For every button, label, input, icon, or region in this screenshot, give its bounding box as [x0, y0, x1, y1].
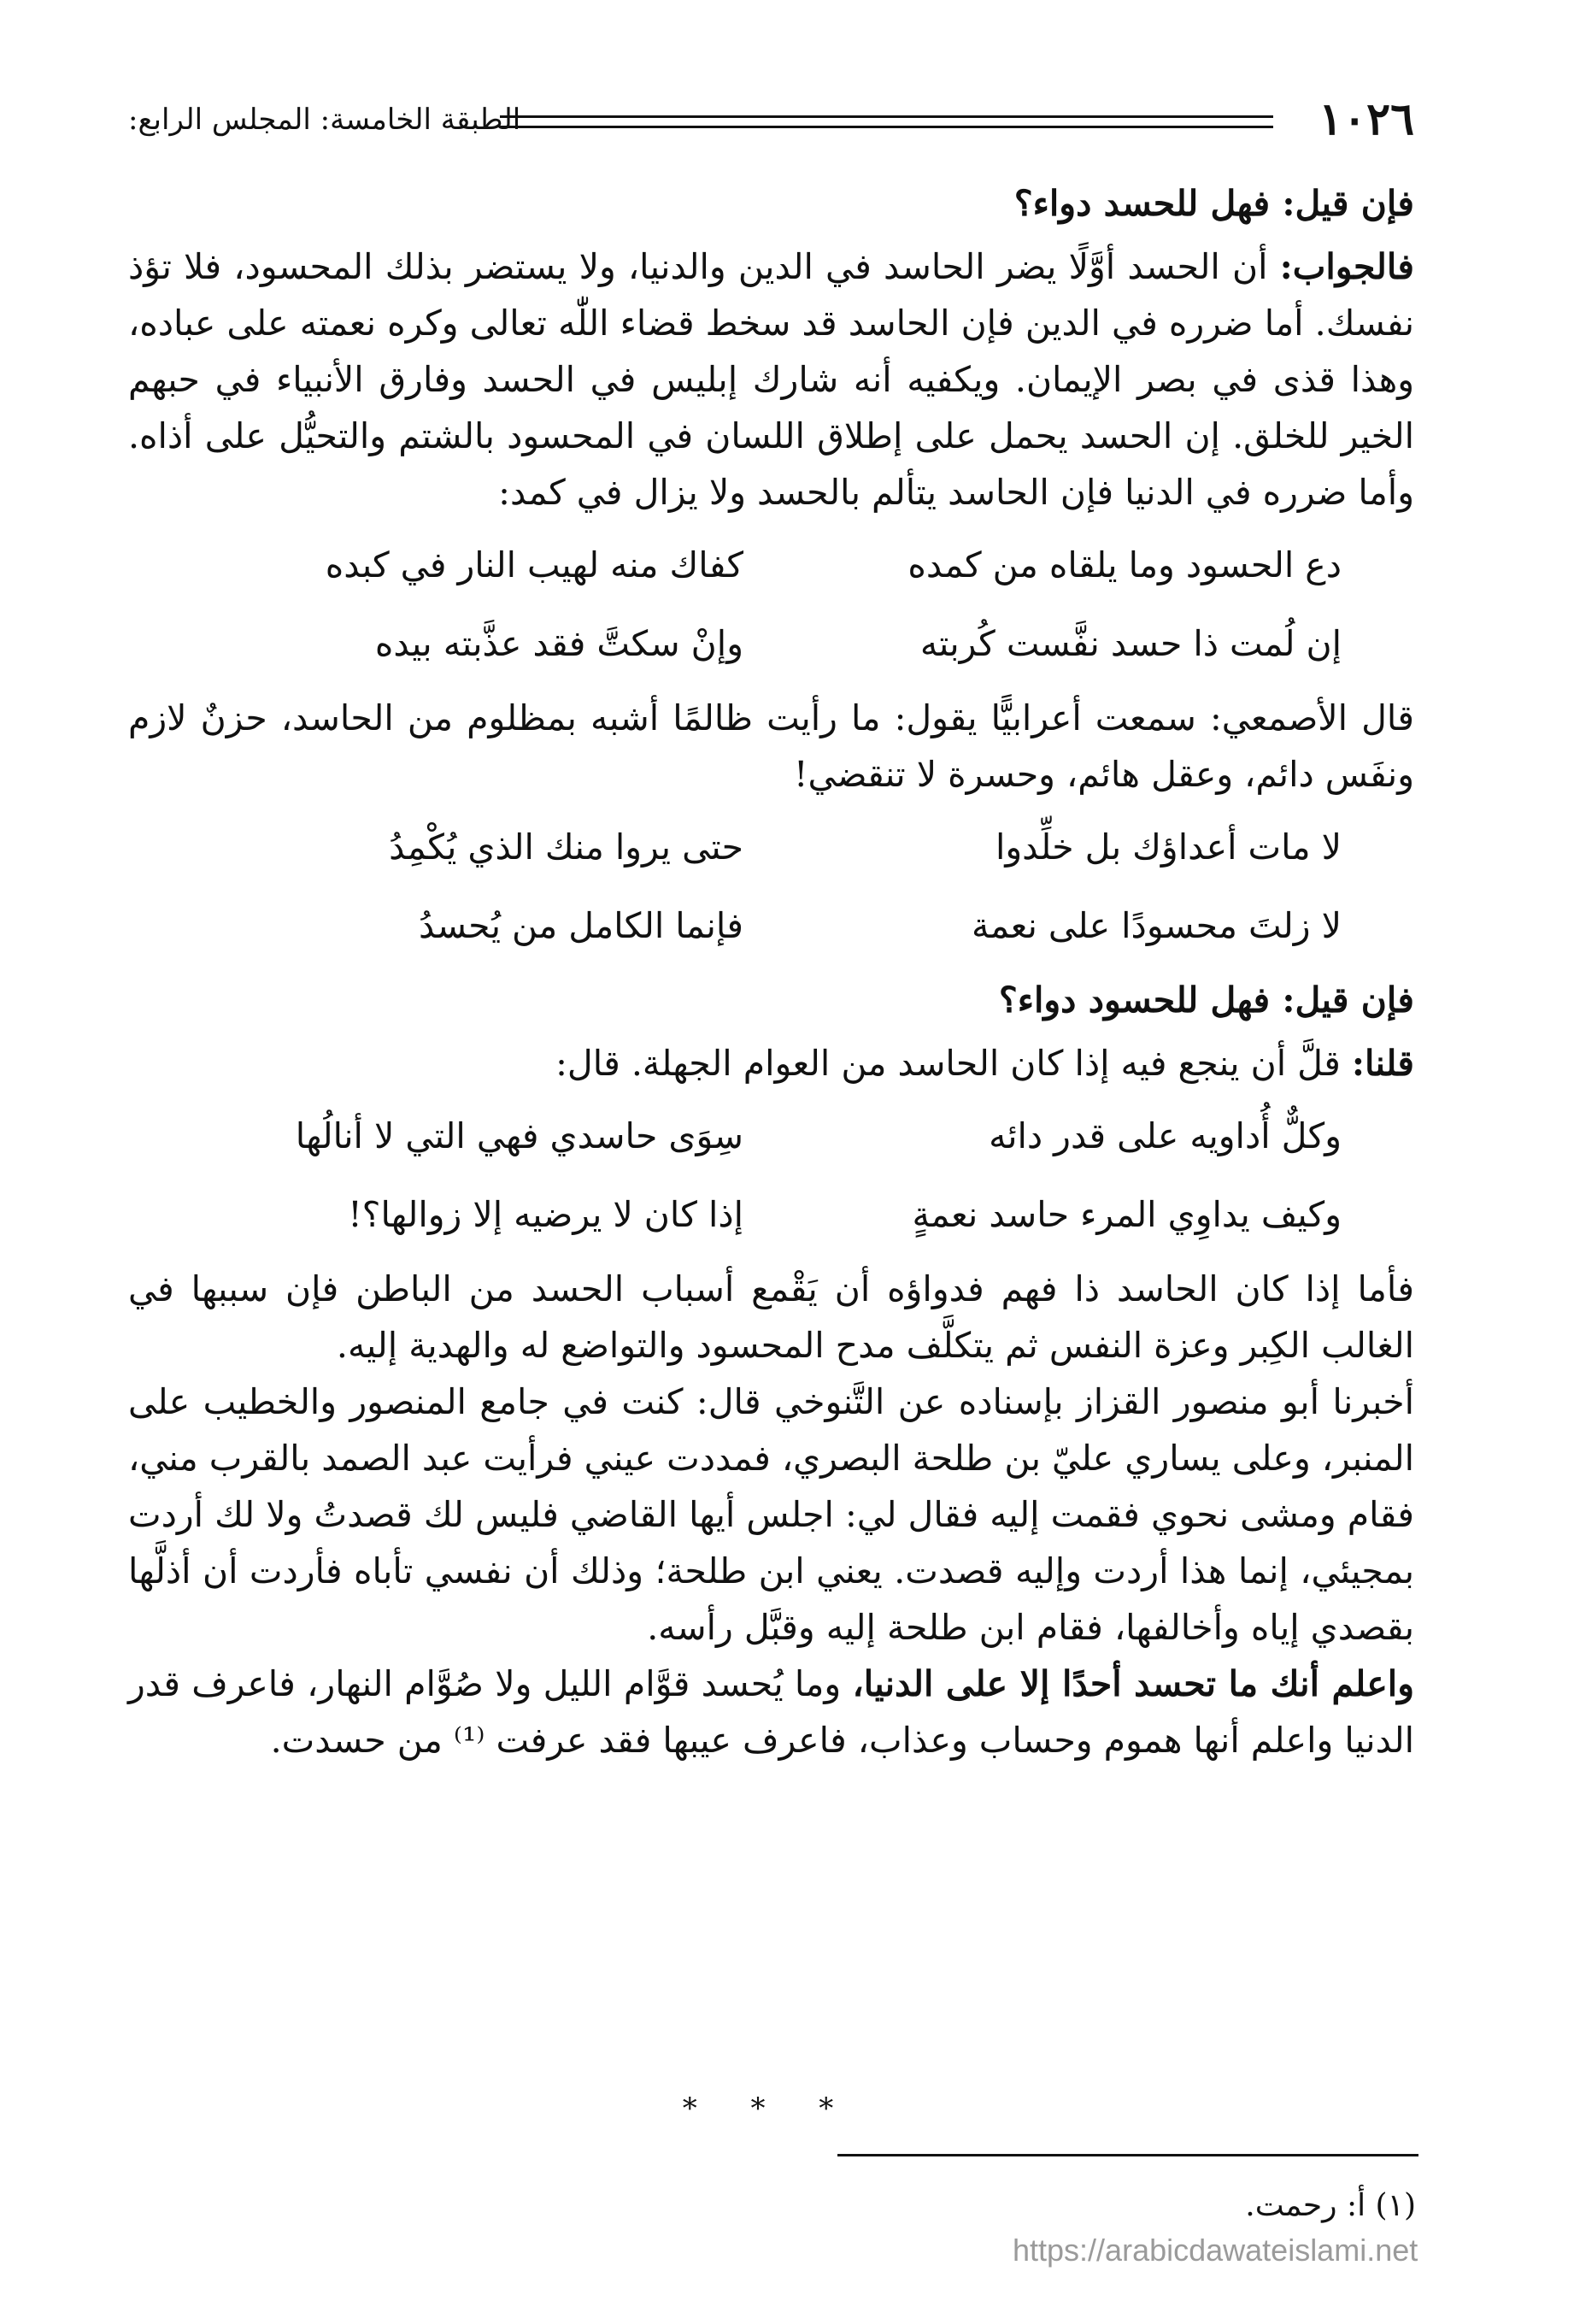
- verse-second-hemistich: سِوَى حاسدي فهي التي لا أنالُها: [295, 1115, 743, 1156]
- verse-first-hemistich: إن لُمت ذا حسد نفَّست كُربته: [919, 623, 1342, 664]
- paragraph-4: فأما إذا كان الحاسد ذا فهم فدواؤه أن يَقْمع أسباب الحسد من الباطن فإن سببها في الغالب الكِبر وعزة النفس ثم يتكلَّف مدح المحسود والتواضع له والهدية إليه.: [128, 1268, 1414, 1366]
- verse-line: [128, 1175, 1414, 1254]
- main-text: [128, 175, 1414, 1768]
- paragraph-3: [128, 1035, 1414, 1091]
- paragraph-2: قال الأصمعي: سمعت أعرابيًّا يقول: ما رأيت ظالمًا أشبه بمظلوم من الحاسد، حزنٌ لازم ونفَس دائم، وعقل هائم، وحسرة لا تنقضي!: [128, 697, 1414, 795]
- verse-first-hemistich: وكيف يداوِي المرء حاسد نعمةٍ: [912, 1194, 1342, 1235]
- poem-1: [128, 526, 1414, 683]
- verse-first-hemistich: وكلٌّ أُداويه على قدر دائه: [989, 1115, 1342, 1156]
- verse-first-hemistich: لا مات أعداؤك بل خلِّدوا: [995, 827, 1342, 868]
- answer-lead: قلنا:: [1351, 1043, 1414, 1084]
- paragraph-1-text: أن الحسد أوَّلًا يضر الحاسد في الدين والدنيا، ولا يستضر بذلك المحسود، فلا تؤذ نفسك. أما ضرره في الدين فإن الحاسد قد سخط قضاء اللّٰه تعالى وكره نعمته على عباده، وهذا قذى في بصر الإيمان. ويكفيه أنه شارك إبليس في الحسد وفارق الأنبياء في حبهم الخير للخلق. إن الحسد يحمل على إطلاق اللسان في المحسود بالشتم والتحيُّل على أذاه. وأما ضرره في الدنيا فإن الحاسد يتألم بالحسد ولا يزال في كمد:: [128, 246, 1414, 513]
- page-number: ١٠٢٦: [1319, 93, 1414, 145]
- verse-second-hemistich: حتى يروا منك الذي يُكْمِدُ: [389, 827, 743, 868]
- verse-line: [128, 604, 1414, 683]
- verse-second-hemistich: إذا كان لا يرضيه إلا زوالها؟!: [348, 1194, 743, 1235]
- paragraph-5: أخبرنا أبو منصور القزاز بإسناده عن التَّنوخي قال: كنت في جامع المنصور والخطيب على المنبر، وعلى يساري عليّ بن طلحة البصري، فمددت عيني فرأيت عبد الصمد بالقرب مني، فقام ومشى نحوي فقمت إليه فقال لي: اجلس أيها القاضي فليس لك قصدتُ ولا لك أردت بمجيئي، إنما هذا أردت وإليه قصدت. يعني ابن طلحة؛ وذلك أن نفسي تأباه فأردت أن أذلَّها بقصدي إياه وأخالفها، فقام ابن طلحة إليه وقبَّل رأسه.: [128, 1381, 1414, 1648]
- verse-second-hemistich: كفاك منه لهيب النار في كبده: [325, 544, 743, 585]
- verse-second-hemistich: فإنما الكامل من يُحسدُ: [419, 905, 743, 946]
- poem-2: [128, 808, 1414, 965]
- verse-line: [128, 808, 1414, 886]
- verse-first-hemistich: دع الحسود وما يلقاه من كمده: [907, 544, 1342, 585]
- section-separator: * * *: [682, 2092, 856, 2126]
- footnote: (١) أ: رحمت.: [1245, 2188, 1416, 2223]
- question-heading-2: فإن قيل: فهل للحسود دواء؟: [998, 980, 1414, 1021]
- answer-lead: فالجواب:: [1279, 246, 1414, 287]
- verse-line: [128, 526, 1414, 604]
- paragraph-6: [128, 1656, 1414, 1768]
- question-heading-1: فإن قيل: فهل للحسد دواء؟: [1013, 183, 1414, 224]
- paragraph-1: [128, 238, 1414, 521]
- running-head: الطبقة الخامسة: المجلس الرابع:: [128, 103, 521, 137]
- verse-line: [128, 1097, 1414, 1175]
- watermark-url: https://arabicdawateislami.net: [1013, 2233, 1418, 2268]
- verse-second-hemistich: وإنْ سكتَّ فقد عذَّبته بيده: [374, 623, 743, 664]
- verse-first-hemistich: لا زلتَ محسودًا على نعمة: [972, 905, 1342, 946]
- paragraph-6-text: وما يُحسد قوَّام الليل ولا صُوَّام النهار، فاعرف قدر الدنيا واعلم أنها هموم وحساب وعذاب، فاعرف عيبها فقد عرفت ⁽¹⁾ من حسدت.: [128, 1663, 1414, 1761]
- footnote-rule: [837, 2154, 1418, 2156]
- paragraph-3-text: قلَّ أن ينجع فيه إذا كان الحاسد من العوام الجهلة. قال:: [555, 1043, 1352, 1084]
- poem-3: [128, 1097, 1414, 1254]
- verse-line: [128, 886, 1414, 965]
- emphasis-lead: واعلم أنك ما تحسد أحدًا إلا على الدنيا،: [852, 1663, 1414, 1704]
- header-double-rule: [500, 115, 1273, 128]
- page-header: [128, 94, 1414, 145]
